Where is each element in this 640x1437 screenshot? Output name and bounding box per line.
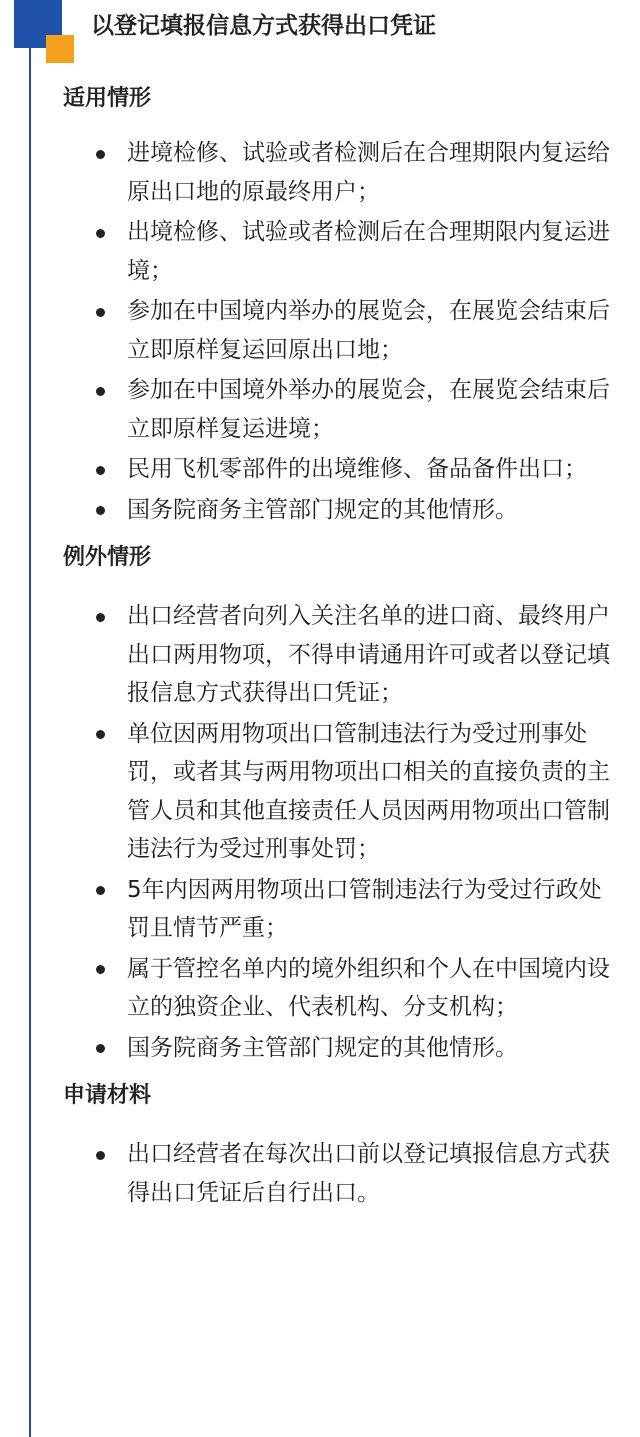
section-title: 例外情形 [63,545,152,570]
list-item [63,715,623,869]
list-item [63,371,623,448]
bullet-icon [96,613,105,622]
list-item-text: 民用飞机零部件的出境维修、备品备件出口； [127,456,587,482]
list-item-text: 属于管控名单内的境外组织和个人在中国境内设立的独资企业、代表机构、分支机构； [127,955,610,1020]
section-title: 申请材料 [63,1083,152,1108]
bullet-list [63,1135,623,1212]
content-body [63,82,623,1214]
bullet-icon [96,965,105,974]
section-applicable-situations [63,82,623,529]
bullet-icon [96,1044,105,1053]
bullet-list [63,597,623,1067]
list-item-text: 出境检修、试验或者检测后在合理期限内复运进境； [127,219,610,284]
list-item [63,213,623,290]
left-vertical-rule [29,0,31,1437]
list-item-text: 参加在中国境内举办的展览会，在展览会结束后立即原样复运回原出口地； [127,298,610,363]
list-item [63,597,623,713]
list-item-text: 进境检修、试验或者检测后在合理期限内复运给原出口地的原最终用户； [127,140,610,205]
bullet-icon [96,229,105,238]
list-item-text: 国务院商务主管部门规定的其他情形。 [127,496,518,523]
list-item-text: 单位因两用物项出口管制违法行为受过刑事处罚，或者其与两用物项出口相关的直接负责的主管人员和其他直接责任人员因两用物项出口管制违法行为受过刑事处罚； [127,720,610,862]
bullet-icon [96,506,105,515]
list-item [63,1029,623,1068]
section-exception-situations [63,541,623,1067]
list-item [63,950,623,1027]
bullet-icon [96,886,105,895]
list-item [63,134,623,211]
bullet-icon [96,730,105,739]
list-item [63,450,623,489]
bullet-icon [96,150,105,159]
list-item-text: 参加在中国境外举办的展览会，在展览会结束后立即原样复运进境； [127,377,610,442]
list-item-text: 5年内因两用物项出口管制违法行为受过行政处罚且情节严重； [127,876,602,941]
list-item-text: 国务院商务主管部门规定的其他情形。 [127,1034,518,1061]
list-item-text: 出口经营者在每次出口前以登记填报信息方式获得出口凭证后自行出口。 [127,1141,610,1206]
list-item [63,1135,623,1212]
list-item [63,292,623,369]
bullet-icon [96,466,105,475]
list-item-text: 出口经营者向列入关注名单的进口商、最终用户出口两用物项，不得申请通用许可或者以登记填报信息方式获得出口凭证； [127,603,610,706]
page-title: 以登记填报信息方式获得出口凭证 [91,13,436,39]
section-title: 适用情形 [63,86,152,111]
bullet-icon [96,1151,105,1160]
bullet-icon [96,387,105,396]
bullet-icon [96,308,105,317]
list-item [63,491,623,530]
section-application-materials [63,1079,623,1212]
bullet-list [63,134,623,529]
list-item [63,871,623,948]
title-decor-orange-square [46,35,74,63]
